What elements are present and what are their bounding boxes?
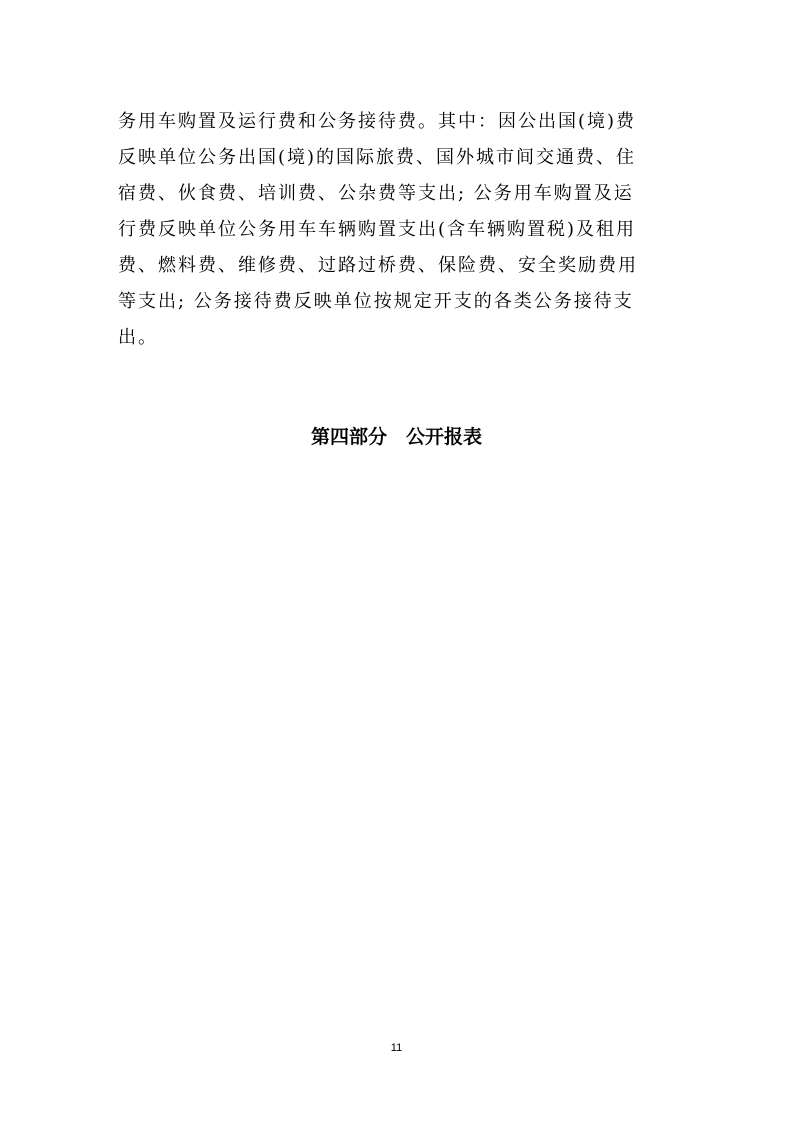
section-heading: 第四部分 公开报表	[310, 426, 482, 448]
page-number: 11	[390, 1042, 403, 1054]
paragraph-line: 反映单位公务出国(境)的国际旅费、国外城市间交通费、住	[118, 147, 637, 168]
paragraph-line: 费、燃料费、维修费、过路过桥费、保险费、安全奖励费用	[118, 255, 638, 276]
paragraph-line: 宿费、伙食费、培训费、公杂费等支出; 公务用车购置及运	[118, 183, 634, 204]
paragraph-line: 出。	[118, 327, 158, 348]
paragraph-line: 等支出; 公务接待费反映单位按规定开支的各类公务接待支	[118, 291, 634, 312]
body-paragraph	[118, 104, 680, 356]
paragraph-line: 行费反映单位公务用车车辆购置支出(含车辆购置税)及租用	[118, 219, 637, 240]
paragraph-line: 务用车购置及运行费和公务接待费。其中：因公出国(境)费	[118, 111, 637, 132]
